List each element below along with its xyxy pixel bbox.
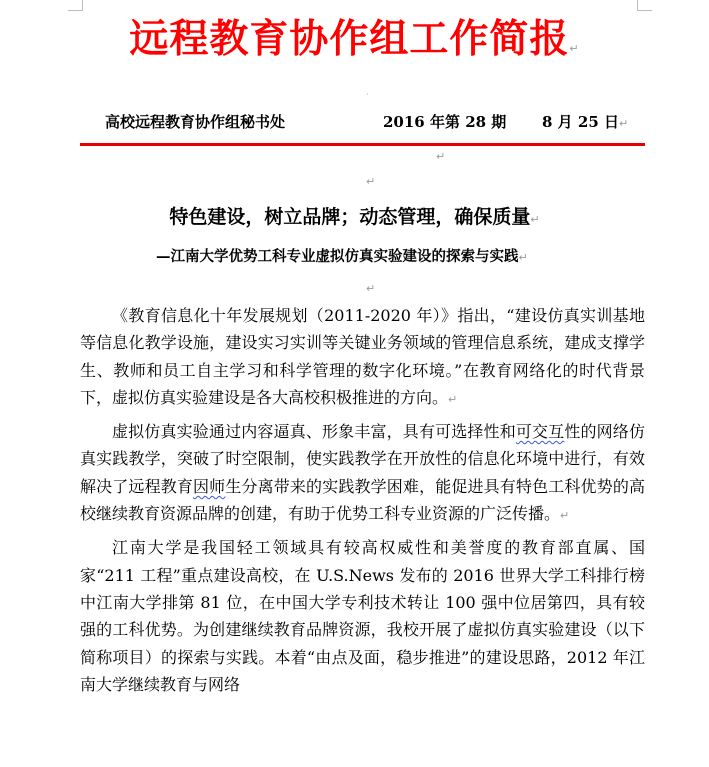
masthead-title: 远程教育协作组工作简报 — [129, 17, 570, 62]
issue-line — [105, 111, 645, 135]
red-divider-rule — [80, 143, 645, 146]
paragraph-mark: ↵ — [366, 175, 376, 188]
issue-date: 8 月 25 日↵ — [542, 113, 629, 131]
spellcheck-squiggle: 因师 — [193, 476, 226, 496]
masthead — [0, 12, 709, 77]
crop-mark-top-left — [68, 0, 83, 11]
article-body — [80, 302, 645, 703]
paragraph-3: 江南大学是我国轻工领域具有较高权威性和美誉度的教育部直属、国家“211 工程”重点建设高校，在 U.S.News 发布的 2016 世界大学工科排行榜中江南大学排第 81 位，在中国大学专利技术转让 100 强中位居第四，具有较强的工科优势。为创建继续教育品牌资源，我校开展了虚拟仿真实验建设（以下简称项目）的探索与实践。本着“由点及面，稳步推进”的建设思路，2012 年江南大学继续教育与网络 — [80, 538, 645, 694]
paragraph-1: 《教育信息化十年发展规划（2011-2020 年）》指出，“建设仿真实训基地等信息化教学设施，建设实习实训等关键业务领域的管理信息系统，建成支撑学生、教师和员工自主学习和科学管理的数字化环境。”在教育网络化的时代背景下，虚拟仿真实验建设是各大高校积极推进的方向。↵ — [80, 306, 645, 407]
issuing-organization: 高校远程教育协作组秘书处 — [105, 113, 286, 131]
paragraph-mark: ↵ — [436, 150, 446, 163]
issue-number: 2016 年第 28 期 — [383, 113, 507, 131]
paragraph-2: 虚拟仿真实验通过内容逼真、形象丰富，具有可选择性和可交互性的网络仿真实践教学，突破了时空限制，使实践教学在开放性的信息化环境中进行，有效解决了远程教育因师生分离带来的实践教学困难，能促进具有特色工科优势的高校继续教育资源品牌的创建，有助于优势工科专业资源的广泛传播。↵ — [80, 422, 645, 524]
article-title: 特色建设，树立品牌；动态管理，确保质量↵ — [169, 206, 540, 228]
paragraph-mark: ↵ — [569, 42, 580, 55]
paragraph-mark: · — [366, 90, 369, 99]
crop-mark-top-right — [637, 0, 652, 11]
article-subtitle: —江南大学优势工科专业虚拟仿真实验建设的探索与实践↵ — [156, 248, 528, 265]
paragraph-mark: ↵ — [366, 282, 376, 295]
spellcheck-squiggle: 可交互 — [515, 422, 565, 442]
